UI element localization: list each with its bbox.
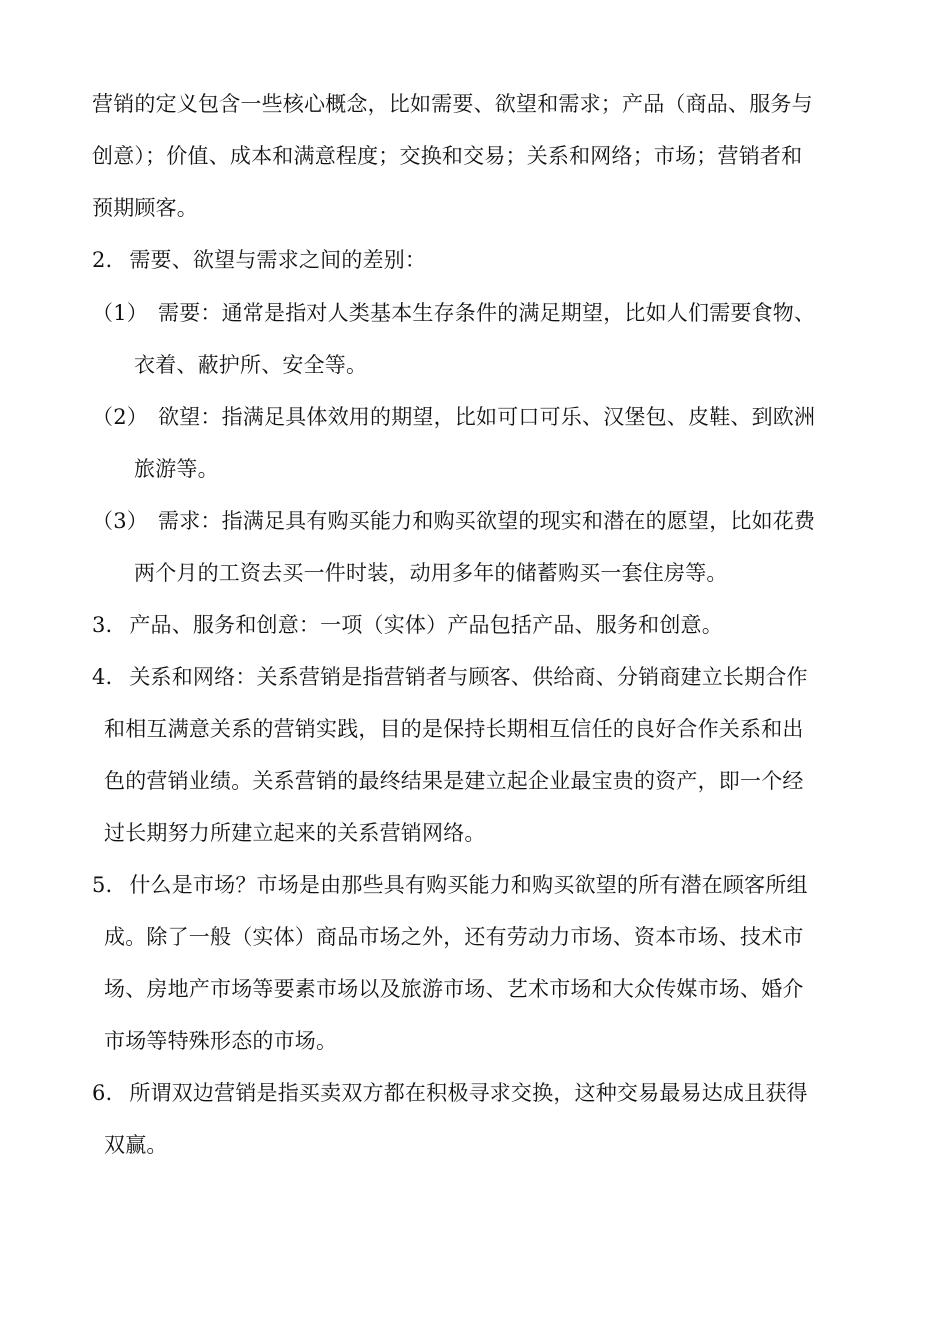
item-5 [92, 870, 808, 900]
item-5-line-2: 成。除了一般（实体）商品市场之外，还有劳动力市场、资本市场、技术市 [104, 925, 804, 949]
item-5-number: 5. [92, 873, 113, 897]
item-6-line-1: 所谓双边营销是指买卖双方都在积极寻求交换，这种交易最易达成且获得 [129, 1081, 808, 1105]
sub-item-3-line-1: 需求：指满足具有购买能力和购买欲望的现实和潜在的愿望，比如花费 [158, 509, 816, 533]
intro-line-3: 预期顾客。 [92, 196, 198, 220]
sub-item-3-line-2: 两个月的工资去买一件时装，动用多年的储蓄购买一套住房等。 [134, 561, 728, 585]
sub-item-2-line-1: 欲望：指满足具体效用的期望，比如可口可乐、汉堡包、皮鞋、到欧洲 [158, 405, 816, 429]
sub-item-1 [92, 298, 815, 328]
item-2-number: 2. [92, 248, 113, 272]
intro-line-2: 创意）；价值、成本和满意程度；交换和交易；关系和网络；市场；营销者和 [92, 144, 803, 168]
item-4-line-3: 色的营销业绩。关系营销的最终结果是建立起企业最宝贵的资产，即一个经 [104, 769, 804, 793]
sub-item-2-number: （2） [92, 405, 148, 429]
item-4-line-2: 和相互满意关系的营销实践，目的是保持长期相互信任的良好合作关系和出 [104, 717, 804, 741]
sub-item-3 [92, 506, 815, 536]
item-5-line-3: 场、房地产市场等要素市场以及旅游市场、艺术市场和大众传媒市场、婚介 [104, 977, 804, 1001]
item-6 [92, 1078, 808, 1108]
intro-line-1: 营销的定义包含一些核心概念，比如需要、欲望和需求；产品（商品、服务与 [92, 92, 813, 116]
item-6-line-2: 双赢。 [104, 1133, 168, 1157]
item-2-text: 需要、欲望与需求之间的差别： [129, 248, 427, 272]
item-3 [92, 610, 723, 640]
item-5-line-1: 什么是市场？市场是由那些具有购买能力和购买欲望的所有潜在顾客所组 [129, 873, 808, 897]
item-3-number: 3. [92, 613, 113, 637]
item-2 [92, 245, 426, 275]
sub-item-1-line-1: 需要：通常是指对人类基本生存条件的满足期望，比如人们需要食物、 [158, 301, 816, 325]
sub-item-2-line-2: 旅游等。 [134, 457, 219, 481]
item-6-number: 6. [92, 1081, 113, 1105]
item-4-number: 4. [92, 665, 113, 689]
sub-item-1-line-2: 衣着、蔽护所、安全等。 [134, 353, 368, 377]
sub-item-3-number: （3） [92, 509, 148, 533]
item-5-line-4: 市场等特殊形态的市场。 [104, 1029, 338, 1053]
item-4-line-1: 关系和网络：关系营销是指营销者与顾客、供给商、分销商建立长期合作 [129, 665, 808, 689]
item-4-line-4: 过长期努力所建立起来的关系营销网络。 [104, 821, 486, 845]
item-4 [92, 662, 808, 692]
sub-item-1-number: （1） [92, 301, 148, 325]
item-3-text: 产品、服务和创意：一项（实体）产品包括产品、服务和创意。 [129, 613, 723, 637]
sub-item-2 [92, 402, 815, 432]
